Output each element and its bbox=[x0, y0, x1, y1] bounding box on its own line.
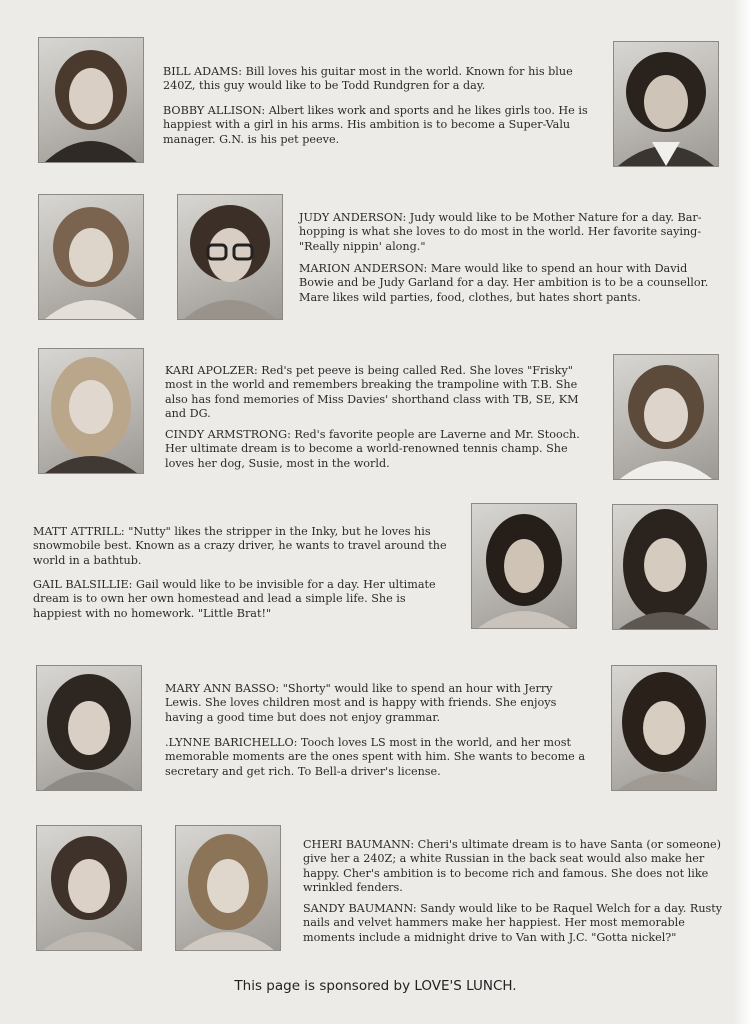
bio-cheri-baumann: CHERI BAUMANN: Cheri's ultimate dream is to have Santa (or someone) give her a 240Z; a white Russian in the back seat would also make her happy. Cher's ambition is to become rich and famous. She does not like wrinkled fenders. bbox=[303, 838, 722, 894]
bio-sandy-baumann: SANDY BAUMANN: Sandy would like to be Raquel Welch for a day. Rusty nails and velvet hammers make her happiest. Her most memorable moments include a midnight drive to Van with J.C. "Gotta nickel?" bbox=[303, 902, 723, 944]
portrait-photo bbox=[36, 665, 142, 791]
bio-mary-ann-basso: MARY ANN BASSO: "Shorty" would like to spend an hour with Jerry Lewis. She loves children most and is happy with friends. She enjoys having a good time but does not enjoy grammar. bbox=[165, 682, 557, 724]
portrait-photo bbox=[38, 194, 144, 320]
bio-matt-attrill: MATT ATTRILL: "Nutty" likes the stripper in the Inky, but he loves his snowmobile best. Known as a crazy driver, he wants to travel around the world in a bathtub. bbox=[33, 525, 447, 567]
bio-bill-adams: BILL ADAMS: Bill loves his guitar most in the world. Known for his blue 240Z, this guy would like to be Todd Rundgren for a day. bbox=[163, 65, 573, 93]
portrait-photo bbox=[471, 503, 577, 629]
bio-lynne-barichello: .LYNNE BARICHELLO: Tooch loves LS most in the world, and her most memorable moments are the ones spent with him. She wants to become a secretary and get rich. To Bell-a driver's license. bbox=[165, 736, 586, 778]
bio-kari-apolzer: KARI APOLZER: Red's pet peeve is being called Red. She loves "Frisky" most in the world and remembers breaking the trampoline with T.B. She also has fond memories of Miss Davies' shorthand class with TB, SE, KM and DG. bbox=[165, 364, 579, 420]
bio-bobby-allison: BOBBY ALLISON: Albert likes work and sports and he likes girls too. He is happiest with a girl in his arms. His ambition is to become a Super-Valu manager. G.N. is his pet peeve. bbox=[163, 104, 588, 146]
page-edge bbox=[733, 0, 751, 1024]
portrait-photo bbox=[613, 41, 719, 167]
portrait-photo bbox=[38, 37, 144, 163]
portrait-photo bbox=[175, 825, 281, 951]
sponsor-footer: This page is sponsored by LOVE'S LUNCH. bbox=[234, 978, 517, 994]
bio-marion-anderson: MARION ANDERSON: Mare would like to spend an hour with David Bowie and be Judy Garland for a day. Her ambition is to be a counsellor. Mare likes wild parties, food, clothes, but hates short pants. bbox=[299, 262, 709, 304]
bio-cindy-armstrong: CINDY ARMSTRONG: Red's favorite people are Laverne and Mr. Stooch. Her ultimate dream is to become a world-renowned tennis champ. She loves her dog, Susie, most in the world. bbox=[165, 428, 580, 470]
portrait-photo bbox=[611, 665, 717, 791]
portrait-photo bbox=[613, 354, 719, 480]
portrait-photo bbox=[177, 194, 283, 320]
portrait-photo bbox=[38, 348, 144, 474]
bio-gail-balsillie: GAIL BALSILLIE: Gail would like to be invisible for a day. Her ultimate dream is to own her own homestead and lead a simple life. She is happiest with no homework. "Little Brat!" bbox=[33, 578, 436, 620]
portrait-photo bbox=[612, 504, 718, 630]
bio-judy-anderson: JUDY ANDERSON: Judy would like to be Mother Nature for a day. Bar-hopping is what she loves to do most in the world. Her favorite saying-"Really nippin' along." bbox=[299, 211, 702, 253]
portrait-photo bbox=[36, 825, 142, 951]
